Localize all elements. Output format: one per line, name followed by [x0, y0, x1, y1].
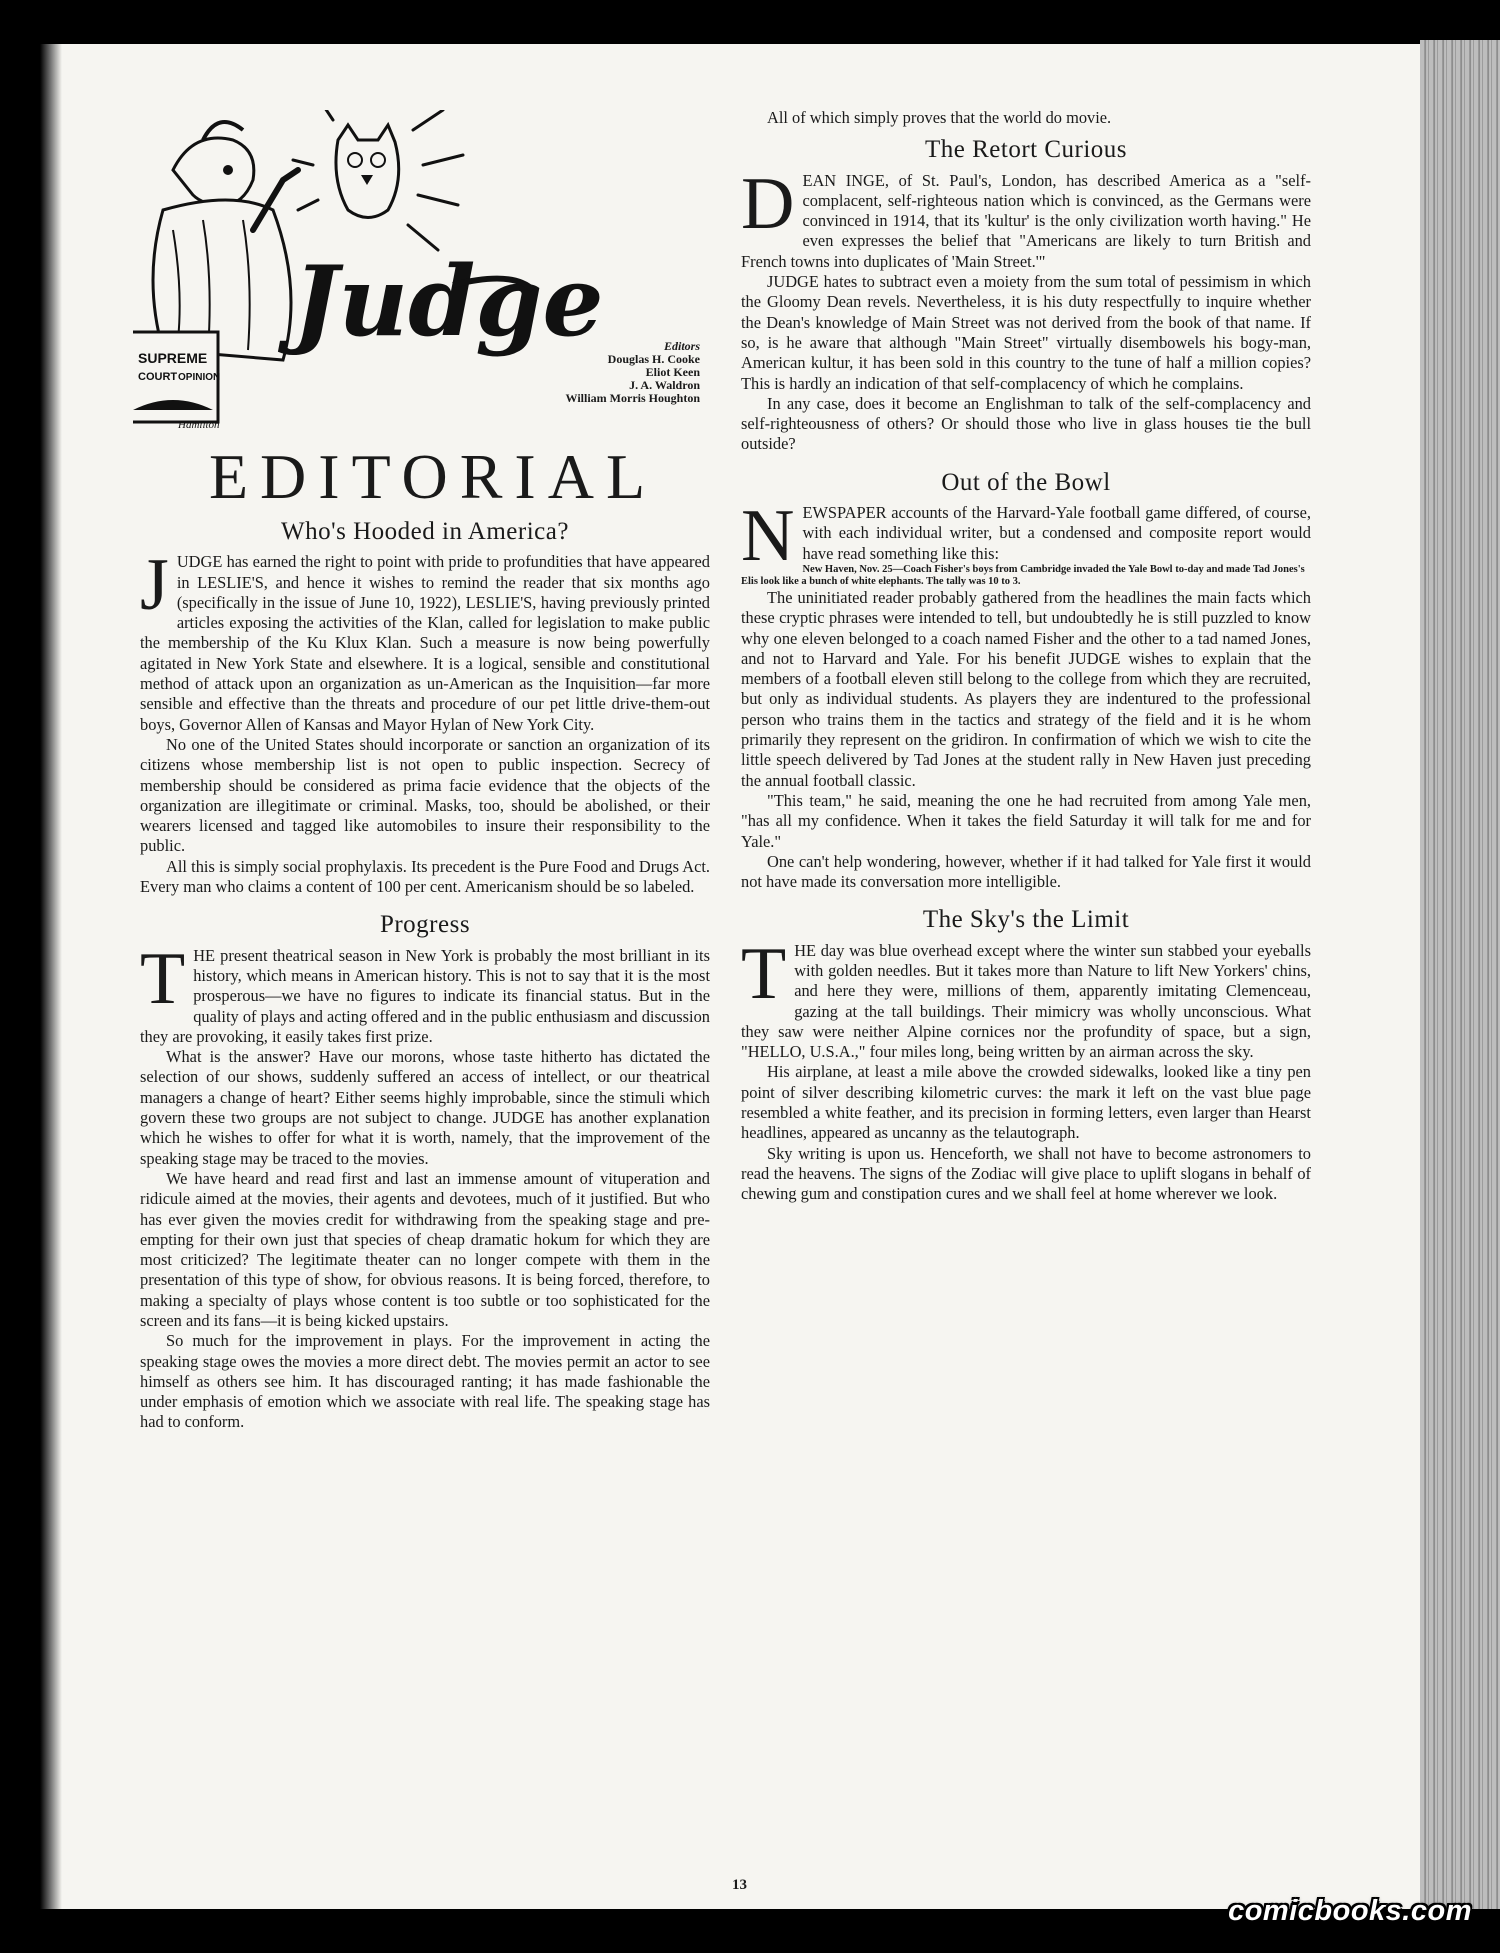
page-left-gutter: [0, 44, 62, 1909]
editor-name: Douglas H. Cooke: [607, 352, 700, 366]
article-paragraph: No one of the United States should incorporate or sanction an organization of its citizens whose membership list is not open to public inspection. Secrecy of membership should be considered as prima facie evidence that the objects of the organization are illegitimate or criminal. Masks, too, should be abolished, or their wearers licensed and tagged like automobiles to insure their responsibility to the public.: [140, 734, 710, 856]
stool-label-2: COURT: [138, 371, 178, 383]
drop-cap: T: [140, 937, 186, 1020]
article-paragraph: What is the answer? Have our morons, whose taste hitherto has dictated the selection of our shows, suddenly suffered an access of intellect, or our theatrical managers a change of heart? Either seems highly improbable, since the stimuli which govern these two groups are not subject to change. JUDGE has another explanation which he wishes to offer for what it is worth, namely, that the improvement of the speaking stage may be traced to the movies.: [140, 1047, 710, 1168]
judge-logo: Judge: [293, 245, 604, 358]
page-title: EDITORIAL: [208, 441, 658, 512]
drop-cap: N: [741, 495, 795, 578]
section-heading-progress: Progress: [379, 911, 471, 939]
watermark: comicbooks.com: [1228, 1895, 1472, 1927]
page-number: 13: [732, 1877, 747, 1893]
paragraph-text: EAN INGE, of St. Paul's, London, has described America as a "self-complacent, self-righteous nation which is convinced, as the Germans were convinced in 1914, that its 'kultur' is the only civilization worth having." He even expresses the belief that "Americans are likely to turn British and French towns into duplicates of 'Main Street.'": [741, 170, 1311, 271]
paragraph-text: HE present theatrical season in New York is probably the most brilliant in its history, which means in American history. This is not to say that it is the most prosperous—we have no figures to indicate its financial status. But in the quality of plays and acting offered and in the public enthusiasm and discussion they are provoking, it easily takes first prize.: [140, 945, 711, 1046]
article-paragraph: [140, 544, 710, 735]
article-paragraph: [741, 932, 1311, 1063]
artist-signature: Hamilton: [178, 419, 220, 430]
article-paragraph: All this is simply social prophylaxis. Its precedent is the Pure Food and Drugs Act. Every man who claims a content of 100 per cent. Americanism should be so labeled.: [140, 856, 710, 897]
article-paragraph: So much for the improvement in plays. For the improvement in acting the speaking stage owes the movies a more direct debt. The movies permit an actor to see himself as others see him. It has discouraged ranting; it has made fashionable the under emphasis of emotion which we associate with real life. The speaking stage has had to conform.: [140, 1331, 710, 1432]
editor-name: Eliot Keen: [645, 365, 700, 379]
page-stack-edge: [1420, 40, 1500, 1913]
section-heading-retort: The Retort Curious: [924, 136, 1128, 164]
section-heading-hooded: Who's Hooded in America?: [281, 518, 569, 545]
stool-label-1: SUPREME: [138, 350, 208, 366]
drop-cap: T: [741, 932, 787, 1015]
section-heading-bowl: Out of the Bowl: [941, 468, 1111, 496]
editor-name: William Morris Houghton: [565, 391, 700, 405]
left-column: [140, 516, 710, 1433]
article-paragraph: In any case, does it become an Englishman to talk of the self-complacency and self-righteousness of others? Or should those who live in glass houses tie the bull outside?: [741, 393, 1311, 454]
drop-cap: D: [741, 162, 795, 245]
article-paragraph: We have heard and read first and last an immense amount of vituperation and ridicule aimed at the movies, their agents and devotees, much of it justified. But who has ever given the movies credit for withdrawing from the speaking stage and pre-empting for their own just that species of cheap dramatic hokum for which they are most criticized? The legitimate theater can no longer compete with them in the presentation of this type of show, for obvious reasons. It is being forced, therefore, to making a specialty of plays whose content is too subtle or too sophisticated for the screen and its fans—it is being kicked upstairs.: [140, 1168, 710, 1330]
paragraph-text: UDGE has earned the right to point with pride to profundities that have appeared in LESLIE'S, and hence it wishes to remind the reader that six months ago (specifically in the issue of June 10, 1922), LESLIE'S, having previously printed articles exposing the activities of the Klan, called for legislation to make public the membership of the Ku Klux Klan. Such a measure is now being powerfully agitated in New York State and elsewhere. It is a logical, sensible and constitutional method of attack upon an organization as un-American as the Inquisition—far more sensible and effective than the threats and procedure of our pet little drive-them-out boys, Governor Allen of Kansas and Mayor Hylan of New York City.: [140, 552, 710, 734]
editors-credits: [500, 340, 700, 405]
drop-cap: J: [140, 544, 169, 627]
news-quote: New Haven, Nov. 25—Coach Fisher's boys from Cambridge invaded the Yale Bowl to-day and made Tad Jones's Elis look like a bunch of white elephants. The tally was 10 to 3.: [741, 563, 1305, 587]
editor-name: J. A. Waldron: [629, 378, 700, 392]
section-heading-sky: The Sky's the Limit: [922, 906, 1130, 934]
article-paragraph: All of which simply proves that the world do movie.: [767, 108, 1112, 127]
article-paragraph: [741, 162, 1311, 272]
article-paragraph: JUDGE hates to subtract even a moiety from the sum total of pessimism in which the Gloomy Dean revels. Nevertheless, it is his duty respectfully to inquire whether the Dean's knowledge of Main Street was not derived from the book of that name. If so, is he aware that although "Main Street" virtually disembowels his bogy-man, American kultur, it has been sold in this country to the tune of half a million copies? This is hardly an indication of that self-complacency of which he complains.: [741, 272, 1311, 393]
editors-label: Editors: [663, 339, 700, 353]
article-paragraph: The uninitiated reader probably gathered from the headlines the main facts which these cryptic phrases were intended to tell, but undoubtedly he is still puzzled to know why one eleven belonged to a coach named Fisher and the other to a tad named Jones, and not to Harvard and Yale. For his benefit JUDGE wishes to explain that the members of a football eleven still belong to the college from which they are recruited, but only as individual students. As players they are indentured to the professional person who trains them in the tactics and strategy of the field and it is he whom primarily they represent on the gridiron. In confirmation of which we wish to cite the little speech delivered by Tad Jones at the student rally in New Haven just preceding the annual football classic.: [741, 587, 1311, 790]
stool-label-3: OPINION: [178, 372, 221, 383]
paragraph-text: HE day was blue overhead except where the winter sun stabbed your eyeballs with golden needles. But it takes more than Nature to lift New Yorkers' chins, and here they were, millions of them, apparently imitating Clemenceau, gazing at the tall buildings. Their mimicry was wholly unconscious. What they saw were neither Alpine cornices nor the profundity of space, but a sign, "HELLO, U.S.A.," four miles long, being written by an airman across the sky.: [741, 940, 1311, 1062]
article-paragraph: [140, 937, 711, 1047]
paragraph-text: EWSPAPER accounts of the Harvard-Yale football game differed, of course, with each individual writer, but a condensed and composite report would have read something like this:: [802, 503, 1311, 563]
right-column: [741, 108, 1311, 1205]
top-border: [0, 0, 1500, 44]
article-paragraph: One can't help wondering, however, whether if it had talked for Yale first it would not have made its conversation more intelligible.: [741, 851, 1311, 892]
owl-icon: [336, 125, 399, 218]
article-paragraph: "This team," he said, meaning the one he had recruited from among Yale men, "has all my confidence. When it takes the field Saturday it will talk for me and for Yale.": [741, 790, 1311, 851]
article-paragraph: His airplane, at least a mile above the crowded sidewalks, looked like a tiny pen point of silver describing kilometric curves: the mark it left on the vast blue page resembled a white feather, and its precision in forming letters, even larger than Hearst headlines, appeared as uncanny as the telautograph.: [741, 1062, 1311, 1143]
article-paragraph: Sky writing is upon us. Henceforth, we shall not have to become astronomers to read the heavens. The signs of the Zodiac will give place to uplift slogans in behalf of chewing gum and constipation cures and we shall feel at home wherever we look.: [741, 1143, 1311, 1204]
